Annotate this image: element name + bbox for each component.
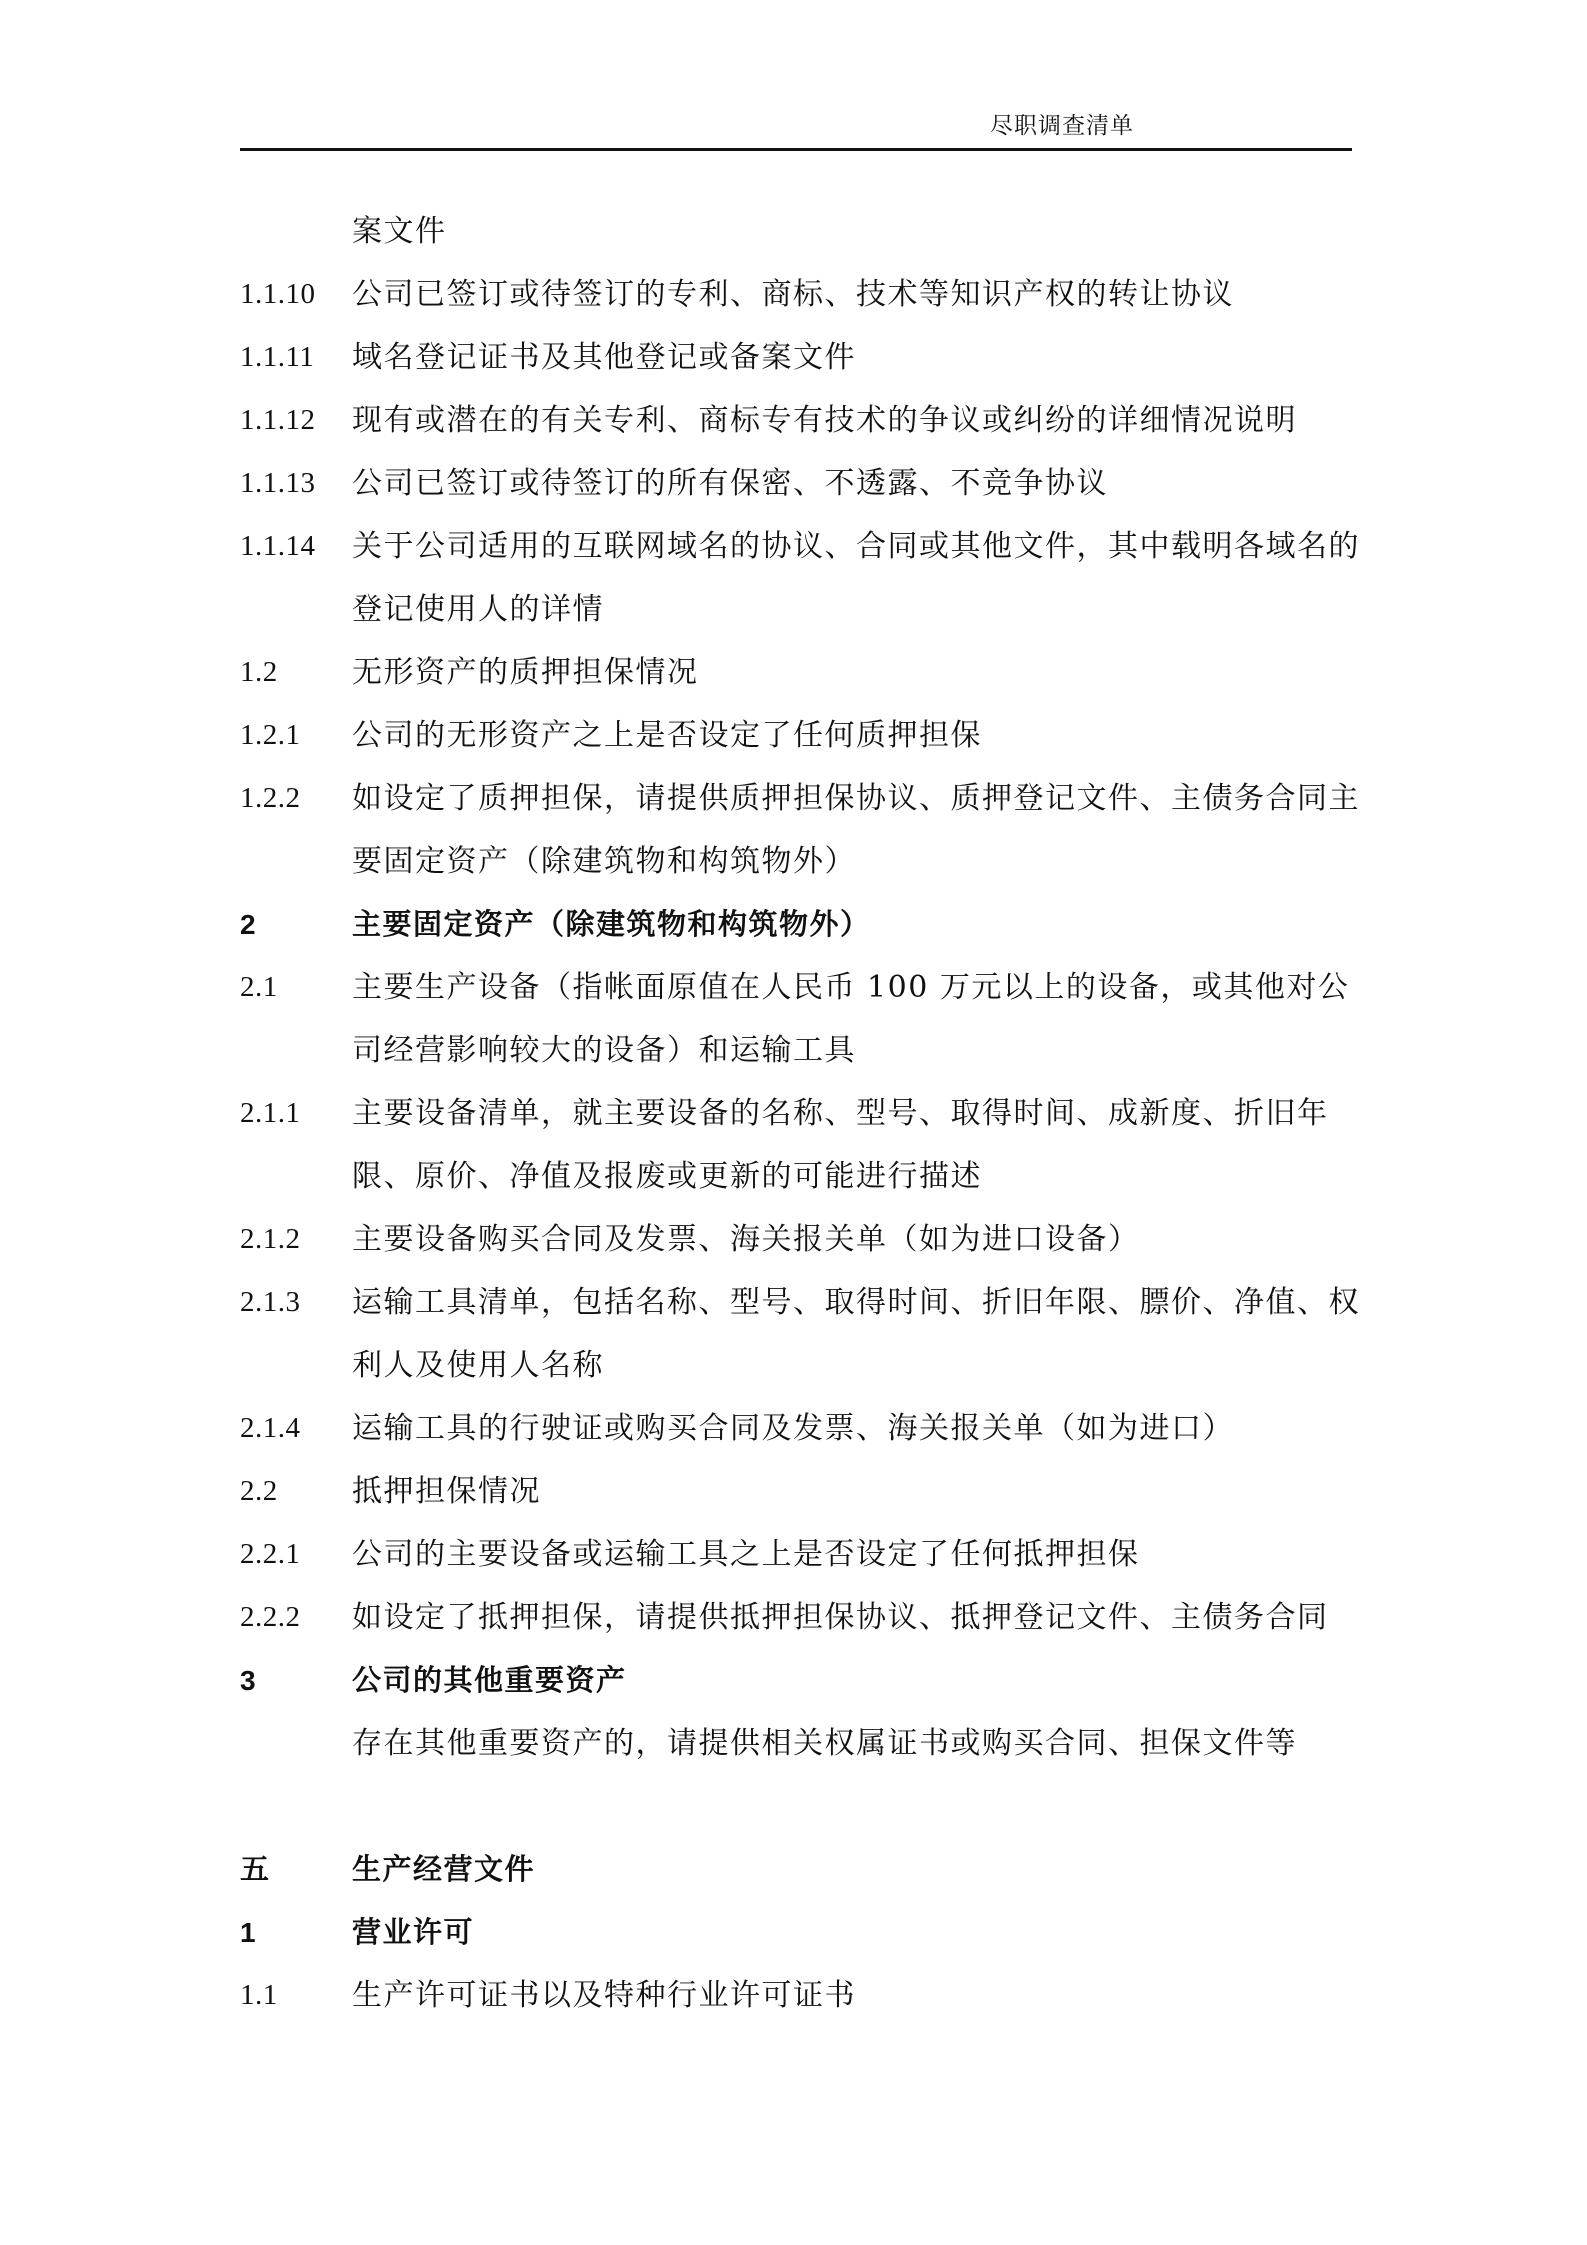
item-number: 1.1 <box>240 1979 278 2011</box>
section-heading <box>240 1649 1360 1712</box>
checklist-item <box>240 1586 1360 1649</box>
checklist-item <box>240 452 1360 515</box>
checklist-item <box>240 1208 1360 1271</box>
checklist-item <box>240 389 1360 452</box>
item-text: 如设定了抵押担保，请提供抵押担保协议、抵押登记文件、主债务合同 <box>352 1600 1329 1635</box>
item-text: 运输工具清单，包括名称、型号、取得时间、折旧年限、膘价、净值、权利人及使用人名称 <box>352 1285 1360 1383</box>
item-number: 2.2 <box>240 1475 278 1507</box>
item-text: 公司的其他重要资产 <box>352 1663 627 1697</box>
document-body <box>240 200 1360 2027</box>
item-number: 1.2.1 <box>240 719 301 751</box>
item-text: 存在其他重要资产的，请提供相关权属证书或购买合同、担保文件等 <box>352 1726 1297 1761</box>
section-spacer <box>240 1775 1360 1838</box>
checklist-item <box>240 515 1360 641</box>
checklist-item <box>240 1082 1360 1208</box>
checklist-item <box>240 1523 1360 1586</box>
item-text: 公司的主要设备或运输工具之上是否设定了任何抵押担保 <box>352 1537 1140 1572</box>
item-number: 1.1.13 <box>240 467 316 499</box>
item-number: 2.1.4 <box>240 1412 301 1444</box>
section-heading <box>240 1901 1360 1964</box>
item-text: 营业许可 <box>352 1915 475 1949</box>
checklist-item <box>240 641 1360 704</box>
item-number: 2.1.2 <box>240 1223 301 1255</box>
item-text: 域名登记证书及其他登记或备案文件 <box>352 340 856 375</box>
item-number: 五 <box>240 1852 270 1886</box>
item-text: 主要设备购买合同及发票、海关报关单（如为进口设备） <box>352 1222 1140 1257</box>
item-number: 1.2 <box>240 656 278 688</box>
item-number: 2.2.1 <box>240 1538 301 1570</box>
item-number: 2.2.2 <box>240 1601 301 1633</box>
page-header <box>240 112 1352 151</box>
checklist-item <box>240 200 1360 263</box>
item-text: 主要设备清单，就主要设备的名称、型号、取得时间、成新度、折旧年限、原价、净值及报废或更新的可能进行描述 <box>352 1096 1329 1194</box>
chapter-heading <box>240 1838 1360 1901</box>
item-text: 现有或潜在的有关专利、商标专有技术的争议或纠纷的详细情况说明 <box>352 403 1297 438</box>
item-text: 关于公司适用的互联网域名的协议、合同或其他文件，其中载明各域名的登记使用人的详情 <box>352 529 1360 627</box>
checklist-item <box>240 263 1360 326</box>
item-number: 1.1.12 <box>240 404 316 436</box>
checklist-item <box>240 1712 1360 1775</box>
item-number: 2.1.3 <box>240 1286 301 1318</box>
item-number: 3 <box>240 1665 257 1696</box>
item-text: 案文件 <box>352 214 447 249</box>
item-text: 公司已签订或待签订的所有保密、不透露、不竞争协议 <box>352 466 1108 501</box>
item-number: 1.2.2 <box>240 782 301 814</box>
item-text: 抵押担保情况 <box>352 1474 541 1509</box>
item-number: 1 <box>240 1917 257 1948</box>
checklist-item <box>240 767 1360 893</box>
section-heading <box>240 893 1360 956</box>
item-text: 主要固定资产（除建筑物和构筑物外） <box>352 907 871 941</box>
item-number: 1.1.11 <box>240 341 315 373</box>
checklist-item <box>240 1964 1360 2027</box>
checklist-item <box>240 1271 1360 1397</box>
item-text: 生产许可证书以及特种行业许可证书 <box>352 1978 856 2013</box>
item-text: 主要生产设备（指帐面原值在人民币 100 万元以上的设备，或其他对公司经营影响较大的设备）和运输工具 <box>352 970 1350 1068</box>
item-number: 2.1 <box>240 971 278 1003</box>
item-text: 如设定了质押担保，请提供质押担保协议、质押登记文件、主债务合同主要固定资产（除建筑物和构筑物外） <box>352 781 1360 879</box>
item-number: 2 <box>240 909 257 940</box>
checklist-item <box>240 1460 1360 1523</box>
header-title: 尽职调查清单 <box>990 113 1134 139</box>
checklist-item <box>240 704 1360 767</box>
checklist-item <box>240 1397 1360 1460</box>
checklist-item <box>240 956 1360 1082</box>
item-text: 公司的无形资产之上是否设定了任何质押担保 <box>352 718 982 753</box>
item-number: 1.1.14 <box>240 530 316 562</box>
item-text: 运输工具的行驶证或购买合同及发票、海关报关单（如为进口） <box>352 1411 1234 1446</box>
item-text: 生产经营文件 <box>352 1852 536 1886</box>
item-text: 无形资产的质押担保情况 <box>352 655 699 690</box>
checklist-item <box>240 326 1360 389</box>
item-text: 公司已签订或待签订的专利、商标、技术等知识产权的转让协议 <box>352 277 1234 312</box>
item-number: 2.1.1 <box>240 1097 301 1129</box>
item-number: 1.1.10 <box>240 278 316 310</box>
